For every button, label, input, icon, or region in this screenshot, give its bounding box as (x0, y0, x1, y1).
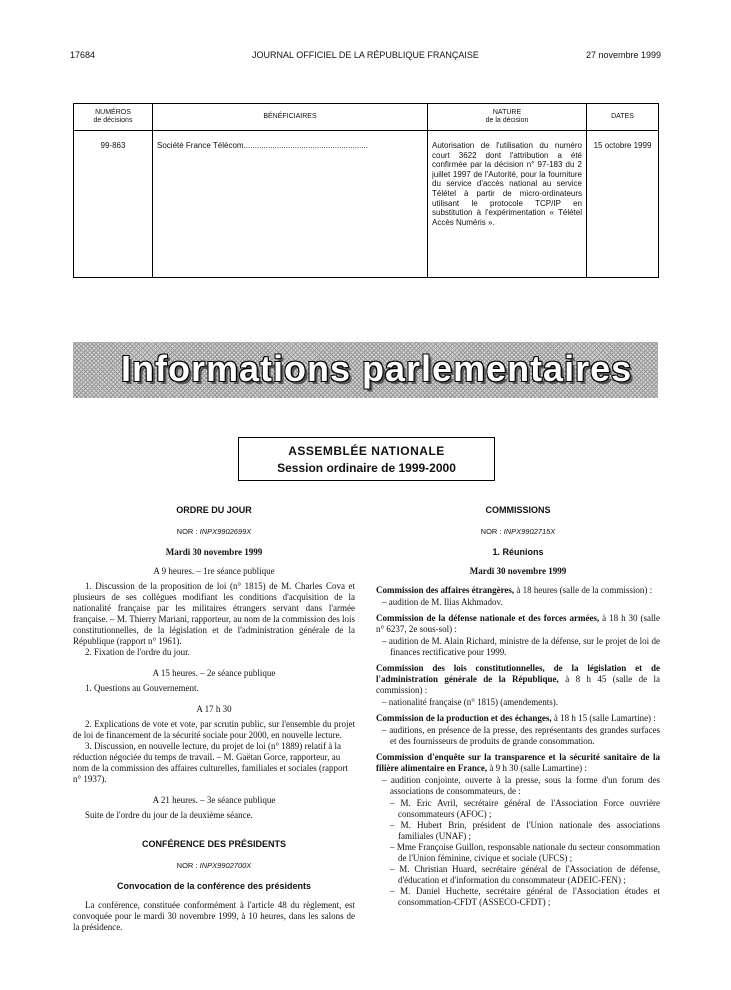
table-row (74, 131, 659, 278)
commission-name: Commission des lois constitutionnelles, de la législation et de l'administration générale de la République, (376, 663, 660, 684)
seance-2-item-2: 2. Explications de vote et vote, par scrutin public, sur l'ensemble du projet de loi de financement de la sécurité sociale pour 2000, en nouvelle lecture. (73, 719, 355, 740)
commission-5 (376, 752, 660, 774)
cell-beneficiaire: Société France Télécom........................................................ (153, 131, 428, 278)
ordre-du-jour-title: ORDRE DU JOUR (176, 505, 252, 515)
commission-name: Commission de la défense nationale et des forces armées, (376, 613, 600, 623)
ordre-date: Mardi 30 novembre 1999 (165, 547, 263, 557)
commission-time: à 8 h 45 (salle de la commission) : (376, 674, 660, 695)
commission-time: à 18 h 15 (salle Lamartine) : (551, 713, 656, 723)
col-header-beneficiaires: BÉNÉFICIAIRES (153, 104, 428, 131)
nor-code: INPX9902715X (503, 527, 556, 536)
seance-1: A 9 heures. – 1re séance publique (153, 566, 275, 576)
commission-4-item: – auditions, en présence de la presse, des représentants des grandes surfaces et des fournisseurs de produits de grande consommation. (382, 725, 660, 746)
issue-date: 27 novembre 1999 (585, 50, 661, 60)
ordre-nor (73, 526, 355, 537)
col-header-numeros: NUMÉROS de décisions (74, 104, 153, 131)
commission-time: à 9 h 30 (salle Lamartine) : (487, 763, 587, 773)
reunions-date: Mardi 30 novembre 1999 (469, 566, 567, 576)
commission-time: à 18 h 30 (salle n° 6237, 2e sous-sol) : (376, 613, 660, 634)
seance-2b: A 17 h 30 (196, 704, 232, 714)
commission-time: à 18 heures (salle de la commission) : (514, 585, 653, 595)
commission-name: Commission des affaires étrangères, (376, 585, 515, 595)
seance-3-item-1: Suite de l'ordre du jour de la deuxième séance. (85, 810, 253, 820)
banner-title: Informations parlementaires (121, 348, 633, 389)
nor-label: NOR : (480, 527, 502, 536)
decisions-table (73, 103, 659, 278)
seance-2-item-3: 3. Discussion, en nouvelle lecture, du projet de loi (n° 1889) relatif à la réduction négociée du temps de travail. – M. Gaëtan Gorce, rapporteur, au nom de la commission des affaires culturelles, familiales et sociales (rapport n° 1937). (73, 741, 348, 784)
seance-1-item-1: 1. Discussion de la proposition de loi (n° 1815) de M. Charles Cova et plusieurs de ses collègues modifiant les conditions d'acquisition de la nationalité française par les militaires étrangers servant dans l'armée française. – M. Thierry Mariani, rapporteur, au nom de la commission des lois constitutionnelles, de la législation et de l'administration générale de la République (rapport n° 1961). (73, 581, 355, 646)
commission-5-item: – audition conjointe, ouverte à la presse, sous la forme d'un forum des associations de consommateurs, de : (382, 775, 660, 796)
seance-2: A 15 heures. – 2e séance publique (152, 668, 276, 678)
table-header-row (74, 104, 659, 131)
cell-numero: 99-863 (74, 131, 153, 278)
commission-3-item: – nationalité française (n° 1815) (amendements). (382, 697, 559, 707)
participant-5: – M. Daniel Huchette, secrétaire général de l'Association études et consommation-CFDT (ASSECO-CFDT) ; (390, 886, 660, 907)
seance-1-item-2: 2. Fixation de l'ordre du jour. (85, 647, 190, 657)
assemblee-title: ASSEMBLÉE NATIONALE (288, 444, 445, 458)
commissions-title: COMMISSIONS (485, 505, 551, 515)
journal-title: JOURNAL OFFICIEL DE LA RÉPUBLIQUE FRANÇAISE (252, 50, 479, 60)
page-number: 17684 (70, 50, 96, 60)
nor-label: NOR : (176, 527, 198, 536)
convocation-text: La conférence, constituée conformément à l'article 48 du règlement, est convoquée pour le mardi 30 novembre 1999, à 10 heures, dans les salons de la présidence. (73, 900, 355, 932)
seance-3: A 21 heures. – 3e séance publique (152, 795, 276, 805)
commissions-nor (376, 526, 660, 537)
left-column (73, 505, 355, 933)
session-title: Session ordinaire de 1999-2000 (277, 461, 456, 475)
commission-2 (376, 613, 660, 635)
commission-4 (376, 713, 660, 724)
commission-1-item: – audition de M. Ilias Akhmadov. (382, 597, 503, 607)
conference-title: CONFÉRENCE DES PRÉSIDENTS (141, 839, 287, 849)
reunions-title: 1. Réunions (492, 547, 544, 557)
cell-date: 15 octobre 1999 (587, 131, 659, 278)
nor-code: INPX9902699X (199, 527, 252, 536)
beneficiaire-name: Société France Télécom (157, 141, 244, 150)
cell-nature: Autorisation de l'utilisation du numéro court 3622 dont l'attribution a été confirmée par la décision n° 97-183 du 2 juillet 1997 de l'Autorité, pour la fourniture du service d'accès national au service Télétel à partir de micro-ordinateurs utilisant le protocole TCP/IP en substitution à l'expérimentation « Télétel Accès Numéris ». (428, 131, 587, 278)
page-header (70, 50, 661, 64)
nor-label: NOR : (176, 861, 198, 870)
assemblee-box (238, 437, 495, 481)
participant-3: – Mme Françoise Guillon, responsable nationale du secteur consommation de l'Union féminine, civique et sociale (UFCS) ; (390, 842, 660, 863)
col-header-nature: NATURE de la décision (428, 104, 587, 131)
commission-name: Commission d'enquête sur la transparence et la sécurité sanitaire de la filière alimentaire en France, (376, 752, 660, 773)
conference-nor (73, 860, 355, 871)
participant-1: – M. Eric Avril, secrétaire général de l'Association Force ouvrière consommateurs (AFOC) ; (390, 798, 660, 819)
participant-2: – M. Hubert Brin, président de l'Union nationale des associations familiales (UNAF) ; (390, 820, 660, 841)
commission-3 (376, 663, 660, 696)
section-banner (73, 342, 658, 398)
participant-4: – M. Christian Huard, secrétaire général de l'Association de défense, d'éducation et d'information du consommateur (ADEIC-FEN) ; (390, 864, 660, 885)
col-header-dates: DATES (587, 104, 659, 131)
commission-name: Commission de la production et des échanges, (376, 713, 552, 723)
seance-2-item-1: 1. Questions au Gouvernement. (85, 683, 199, 693)
commission-2-item: – audition de M. Alain Richard, ministre de la défense, sur le projet de loi de finances rectificative pour 1999. (382, 636, 660, 657)
nor-code: INPX9902700X (199, 861, 252, 870)
right-column (376, 505, 660, 908)
convocation-title: Convocation de la conférence des présidents (116, 881, 312, 891)
commission-1 (376, 585, 660, 596)
